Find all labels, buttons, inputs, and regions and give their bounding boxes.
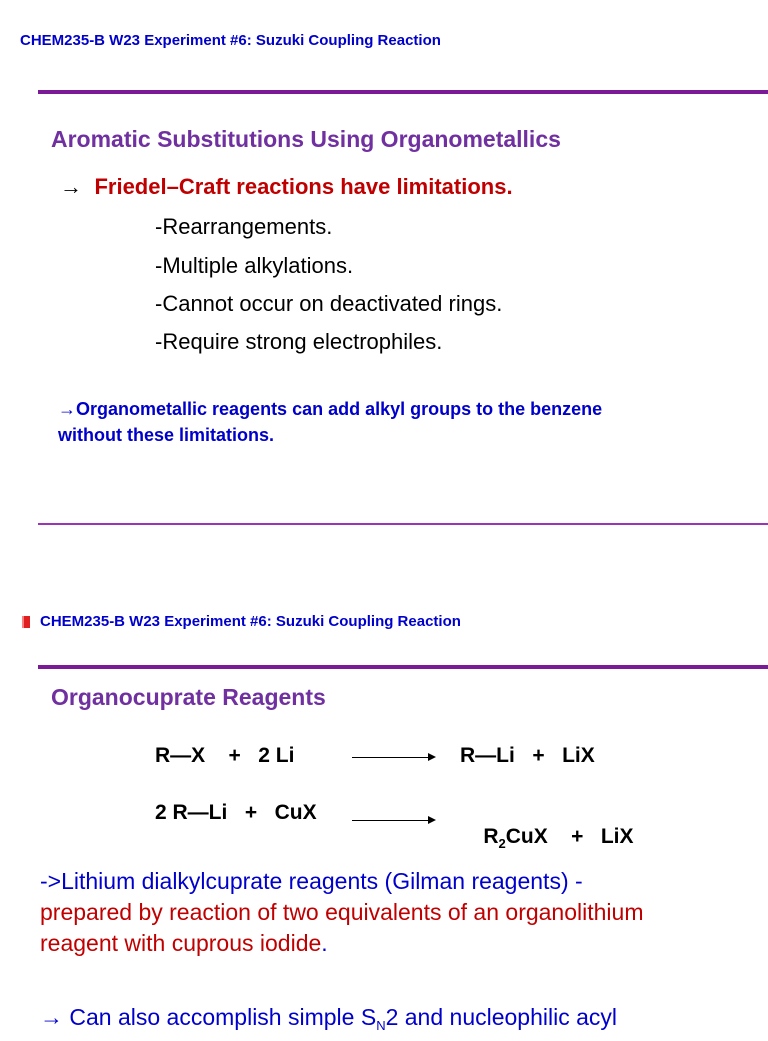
- gilman-period: .: [321, 930, 328, 956]
- limitation-item: -Multiple alkylations.: [155, 253, 354, 278]
- sn2-subscript: N: [376, 1018, 386, 1033]
- slide2-heading: Organocuprate Reagents: [51, 684, 326, 710]
- slide2-course-header: CHEM235-B W23 Experiment #6: Suzuki Coupling Reaction: [40, 613, 461, 630]
- gilman-paragraph: [40, 866, 643, 959]
- note-line-2: without these limitations.: [58, 425, 275, 445]
- limitation-item: -Require strong electrophiles.: [155, 329, 443, 354]
- reaction-arrow-icon: [428, 816, 436, 824]
- gilman-prep-line-2: reagent with cuprous iodide: [40, 930, 322, 956]
- slide2-top-rule: [38, 665, 768, 669]
- eq1-reactants: R—X + 2 Li: [155, 744, 295, 767]
- eq2-product-r: R: [483, 825, 499, 848]
- eq2-reactants: 2 R—Li + CuX: [155, 801, 317, 824]
- slide-marker-icon: [22, 616, 30, 628]
- eq1-arrow-line: [352, 757, 430, 758]
- eq2-product-rest: CuX + LiX: [505, 825, 634, 848]
- reaction-arrow-icon: [428, 753, 436, 761]
- organometallic-note: [58, 396, 602, 448]
- slide1-course-header: CHEM235-B W23 Experiment #6: Suzuki Coupling Reaction: [20, 32, 441, 49]
- sn2-note-text-2: 2 and nucleophilic acyl: [385, 1004, 618, 1030]
- slide1-heading: Aromatic Substitutions Using Organometallics: [51, 126, 561, 152]
- sn2-note: [40, 1002, 617, 1041]
- arrow-right-icon: →: [58, 399, 76, 419]
- limits-title-row: [60, 174, 513, 200]
- limitation-item: -Rearrangements.: [155, 214, 333, 239]
- gilman-intro: ->Lithium dialkylcuprate reagents (Gilman reagents) -: [40, 868, 583, 894]
- eq1-products: R—Li + LiX: [460, 744, 595, 767]
- slide1-bottom-rule: [38, 523, 768, 525]
- limitation-item: -Cannot occur on deactivated rings.: [155, 291, 503, 316]
- note-line-1: Organometallic reagents can add alkyl groups to the benzene: [76, 399, 603, 419]
- eq2-products: [460, 801, 634, 875]
- arrow-right-icon: →: [60, 174, 82, 199]
- arrow-right-icon: →: [40, 1004, 63, 1030]
- eq2-arrow-line: [352, 820, 430, 821]
- slide1-top-rule: [38, 90, 768, 94]
- sn2-note-text: Can also accomplish simple S: [63, 1004, 377, 1030]
- eq2-product-subscript: 2: [498, 836, 506, 851]
- gilman-prep-line-1: prepared by reaction of two equivalents of an organolithium: [40, 899, 644, 925]
- limits-title: Friedel–Craft reactions have limitations.: [94, 174, 513, 199]
